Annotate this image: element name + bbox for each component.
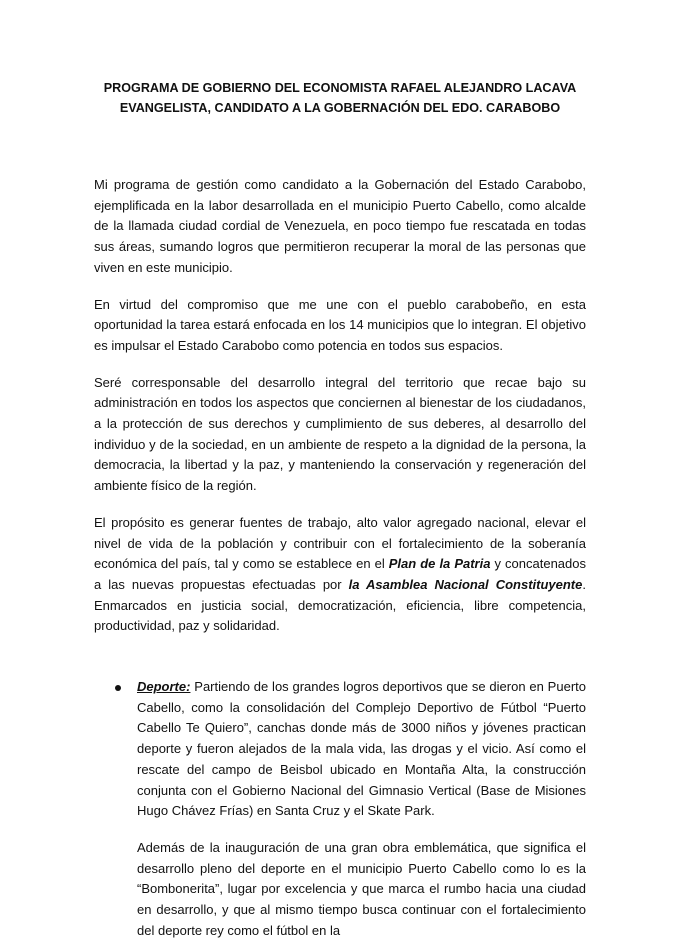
paragraph-corresponsable: Seré corresponsable del desarrollo integral del territorio que recae bajo su administración en todos los aspectos que conciernen al bienestar de los ciudadanos, a la protección de sus derechos y cumplimiento de sus deberes, al desarrollo del individuo y de la sociedad, en un ambiente de respeto a la dignidad de la persona, la democracia, la libertad y la paz, y manteniendo la conservación y regeneración del ambiente físico de la región. [94,374,586,494]
deporte-paragraph-1 [137,677,586,822]
title-line-2: EVANGELISTA, CANDIDATO A LA GOBERNACIÓN DEL EDO. CARABOBO [119,101,561,115]
paragraph-intro: Mi programa de gestión como candidato a la Gobernación del Estado Carabobo, ejemplificada en la labor desarrollada en el municipio Puerto Cabello, como alcalde de la llamada ciudad cordial de Venezuela, en poco tiempo fue rescatada en todas sus áreas, sumando logros que permitieron recuperar la moral de las personas que viven en este municipio. [94,177,586,275]
title-line-1: PROGRAMA DE GOBIERNO DEL ECONOMISTA RAFAEL ALEJANDRO LACAVA [103,81,577,95]
plan-de-la-patria-emphasis: Plan de la Patria [388,556,491,572]
bullet-item-deporte [94,677,586,941]
paragraph-compromiso: En virtud del compromiso que me une con el pueblo carabobeño, en esta oportunidad la tarea estará enfocada en los 14 municipios que lo integran. El objetivo es impulsar el Estado Carabobo como potencia en todos sus espacios. [94,296,586,353]
program-bullet-list [94,677,586,941]
document-title [94,78,586,118]
proposito-text-3: . Enmarcados en justicia social, democratización, eficiencia, libre competencia, productividad, paz y solidaridad. [94,576,586,634]
asamblea-constituyente-emphasis: la Asamblea Nacional Constituyente [348,576,583,592]
paragraph-proposito [94,513,586,637]
deporte-paragraph-2: Además de la inauguración de una gran obra emblemática, que significa el desarrollo pleno del deporte en el municipio Puerto Cabello como lo es la “Bombonerita”, lugar por excelencia y que marca el rumbo hacia una ciudad en desarrollo, y que al mismo tiempo busca continuar con el fortalecimiento del deporte rey como el fútbol en la [137,839,586,938]
proposito-text-2: y concatenados a las nuevas propuestas efectuadas por [94,556,586,592]
bullet-dot-icon [115,685,121,691]
deporte-text-1: Partiendo de los grandes logros deportivos que se dieron en Puerto Cabello, como la consolidación del Complejo Deportivo de Fútbol “Puerto Cabello Te Quiero”, canchas donde más de 3000 niños y jóvenes practican deporte y fueron alejados de la mala vida, las drogas y el vicio. Así como el rescate del campo de Beisbol ubicado en Montaña Alta, la construcción conjunta con el Gobierno Nacional del Gimnasio Vertical (Base de Misiones Hugo Chávez Frías) en Santa Cruz y el Skate Park. [137,679,586,819]
proposito-text-1: El propósito es generar fuentes de trabajo, alto valor agregado nacional, elevar el nivel de vida de la población y contribuir con el fortalecimiento de la soberanía económica del país, tal y como se establece en el [94,514,586,572]
deporte-heading: Deporte: [137,679,191,695]
